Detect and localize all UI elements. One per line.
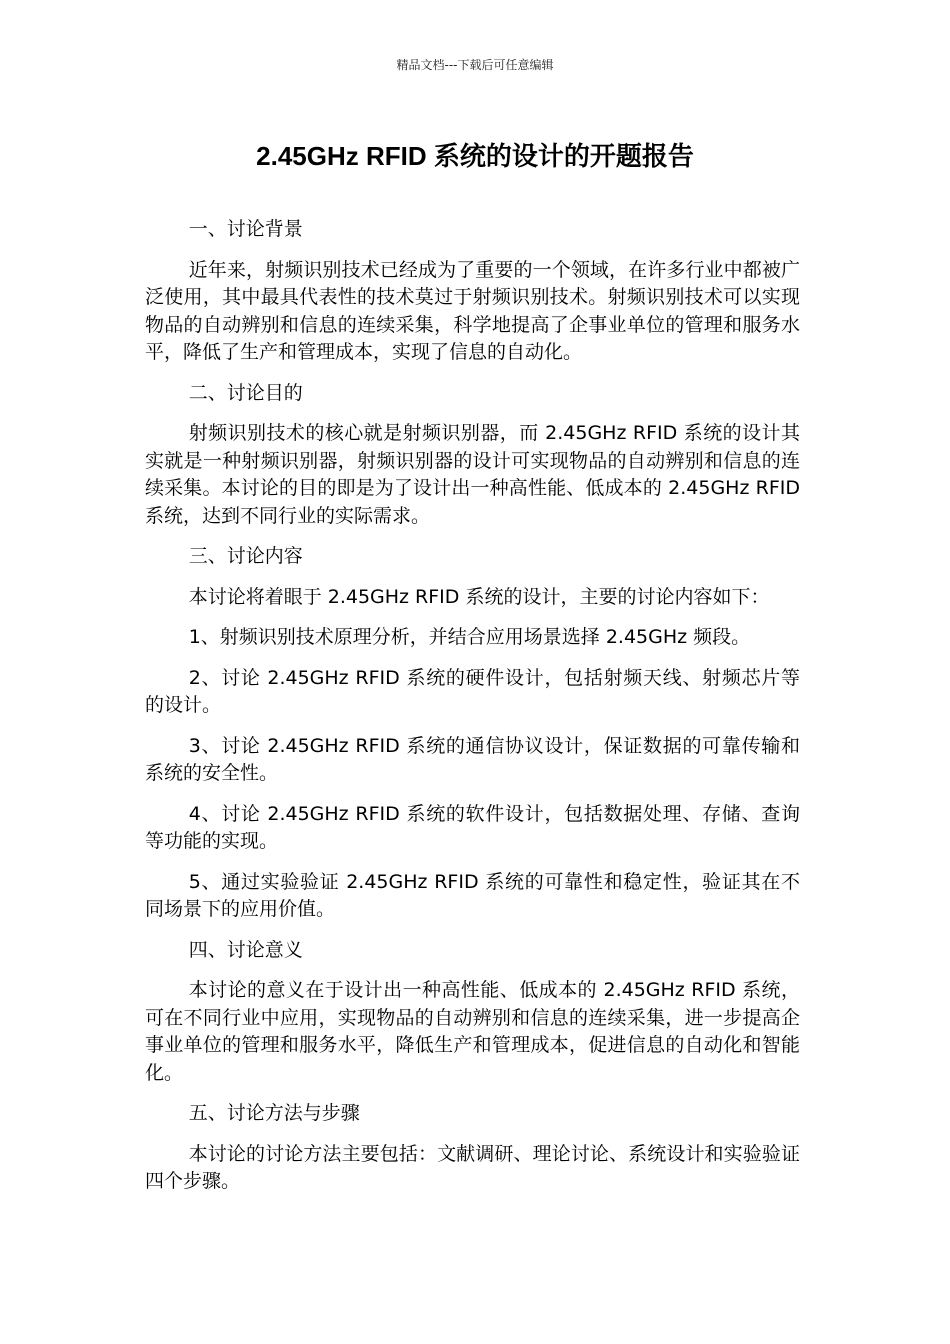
- section-heading-content: 三、讨论内容: [188, 545, 303, 567]
- section-heading-background: 一、讨论背景: [188, 218, 303, 240]
- paragraph-purpose: 射频识别技术的核心就是射频识别器，而 2.45GHz RFID 系统的设计其实就是一种射频识别器，射频识别器的设计可实现物品的自动辨别和信息的连续采集。本讨论的目的即是为了设计出一种高性能、低成本的 2.45GHz RFID 系统，达到不同行业的实际需求。: [145, 422, 800, 527]
- list-item-content-4: 4、讨论 2.45GHz RFID 系统的软件设计，包括数据处理、存储、查询等功能的实现。: [145, 802, 800, 852]
- section-heading-significance: 四、讨论意义: [188, 938, 303, 961]
- list-item-content-3: 3、讨论 2.45GHz RFID 系统的通信协议设计，保证数据的可靠传输和系统的安全性。: [145, 734, 800, 784]
- document-body: [145, 216, 800, 1209]
- paragraph-significance: 本讨论的意义在于设计出一种高性能、低成本的 2.45GHz RFID 系统，可在不同行业中应用，实现物品的自动辨别和信息的连续采集，进一步提高企事业单位的管理和服务水平，降低生产和管理成本，促进信息的自动化和智能化。: [145, 979, 800, 1084]
- paragraph-methods: 本讨论的讨论方法主要包括：文献调研、理论讨论、系统设计和实验验证四个步骤。: [145, 1142, 800, 1192]
- header-note: 精品文档---下载后可任意编辑: [396, 58, 554, 72]
- document-title: 2.45GHz RFID 系统的设计的开题报告: [256, 141, 694, 171]
- paragraph-content-intro: 本讨论将着眼于 2.45GHz RFID 系统的设计，主要的讨论内容如下：: [188, 585, 770, 608]
- paragraph-background: 近年来，射频识别技术已经成为了重要的一个领域，在许多行业中都被广泛使用，其中最具代表性的技术莫过于射频识别技术。射频识别技术可以实现物品的自动辨别和信息的连续采集，科学地提高了企事业单位的管理和服务水平，降低了生产和管理成本，实现了信息的自动化。: [145, 258, 800, 363]
- section-heading-methods: 五、讨论方法与步骤: [188, 1102, 360, 1124]
- list-item-content-1: 1、射频识别技术原理分析，并结合应用场景选择 2.45GHz 频段。: [188, 626, 751, 648]
- section-heading-purpose: 二、讨论目的: [188, 381, 303, 404]
- list-item-content-2: 2、讨论 2.45GHz RFID 系统的硬件设计，包括射频天线、射频芯片等的设计。: [145, 666, 800, 716]
- list-item-content-5: 5、通过实验验证 2.45GHz RFID 系统的可靠性和稳定性，验证其在不同场景下的应用价值。: [145, 870, 800, 920]
